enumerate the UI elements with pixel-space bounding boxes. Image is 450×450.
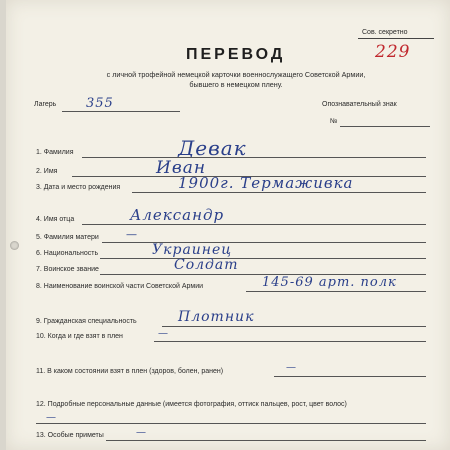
document-sheet — [6, 0, 450, 450]
page-title: ПЕРЕВОД — [186, 46, 286, 63]
field-13-label: 13. Особые приметы — [36, 432, 104, 439]
field-5-line — [102, 242, 426, 243]
field-1-value: Девак — [178, 136, 247, 160]
stamp-underline — [358, 38, 434, 39]
field-12-value: — — [46, 412, 57, 423]
field-7-value: Солдат — [174, 257, 239, 273]
field-1-line — [82, 157, 426, 158]
subtitle-line-2: бывшего в немецком плену. — [189, 80, 283, 89]
field-2-value: Иван — [156, 158, 207, 178]
id-tag-underline — [340, 126, 430, 127]
field-9-value: Плотник — [178, 309, 255, 325]
field-3-label: 3. Дата и место рождения — [36, 184, 121, 191]
field-11-label: 11. В каком состоянии взят в плен (здоров, болен, ранен) — [36, 368, 224, 375]
field-2-label: 2. Имя — [36, 168, 58, 175]
field-8-value: 145-69 арт. полк — [262, 275, 397, 290]
field-12-label: 12. Подробные персональные данные (имеется фотография, оттиск пальцев, рост, цвет волос) — [36, 401, 347, 408]
field-13-line — [106, 440, 426, 441]
field-10-value: — — [158, 328, 169, 339]
secret-stamp: Сов. секретно — [362, 29, 408, 36]
field-11-value: — — [286, 362, 297, 373]
field-3-value: 1900г. Термаживка — [178, 174, 354, 192]
field-6-value: Украинец — [152, 242, 233, 258]
field-13-value: — — [136, 427, 147, 438]
document-number: 229 — [375, 42, 411, 62]
field-5-value: — — [126, 228, 138, 241]
field-12-line — [36, 423, 426, 424]
page-subtitle — [46, 70, 426, 90]
field-7-label: 7. Воинское звание — [36, 266, 99, 273]
field-1-label: 1. Фамилия — [36, 149, 74, 156]
field-4-value: Александр — [130, 206, 225, 224]
punch-hole — [10, 241, 19, 250]
id-tag-number-label: № — [330, 118, 338, 125]
field-3-line — [132, 192, 426, 193]
field-11-line — [274, 376, 426, 377]
field-9-label: 9. Гражданская специальность — [36, 318, 137, 325]
field-5-label: 5. Фамилия матери — [36, 234, 99, 241]
field-10-line — [154, 341, 426, 342]
camp-label: Лагерь — [34, 101, 57, 108]
field-8-line — [246, 291, 426, 292]
field-9-line — [162, 326, 426, 327]
field-4-line — [82, 224, 426, 225]
id-tag-label: Опознавательный знак — [322, 101, 397, 108]
subtitle-line-1: с личной трофейной немецкой карточки военнослужащего Советской Армии, — [106, 70, 366, 79]
field-6-label: 6. Национальность — [36, 250, 99, 257]
field-6-line — [100, 258, 426, 259]
field-4-label: 4. Имя отца — [36, 216, 75, 223]
camp-underline — [62, 111, 180, 112]
field-8-label: 8. Наименование воинской части Советской Армии — [36, 283, 204, 290]
camp-value: 355 — [86, 96, 114, 111]
field-10-label: 10. Когда и где взят в плен — [36, 333, 123, 340]
